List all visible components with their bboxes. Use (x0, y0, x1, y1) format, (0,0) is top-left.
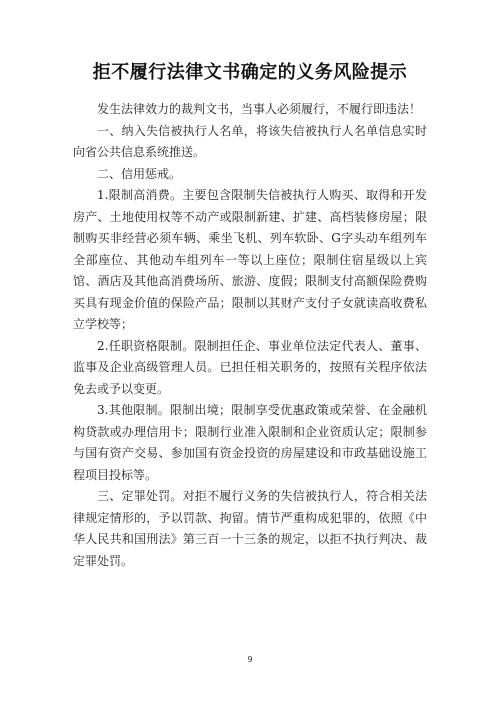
paragraph-other-restrictions: 3.其他限制。限制出境；限制享受优惠政策或荣誉、在金融机构贷款或办理信用卡；限制行业准入限制和企业资质认定；限制参与国有资产交易、参加国有资金投资的房屋建设和市政基础设施工程项目投标等。 (73, 403, 427, 482)
paragraph-position-restriction: 2.任职资格限制。限制担任企、事业单位法定代表人、董事、监事及企业高级管理人员。已担任相关职务的，按照有关程序依法免去或予以变更。 (73, 338, 427, 396)
document-body (73, 99, 427, 572)
document-title: 拒不履行法律文书确定的义务风险提示 (92, 62, 408, 83)
paragraph-consumption-restriction: 1.限制高消费。主要包含限制失信被执行人购买、取得和开发房产、土地使用权等不动产或限制新建、扩建、高档装修房屋；限制购买非经营必须车辆、乘坐飞机、列车软卧、G字头动车组列车全部座位、其他动车组列车一等以上座位；限制住宿星级以上宾馆、酒店及其他高消费场所、旅游、度假；限制支付高额保险费购买具有现金价值的保险产品；限制以其财产支付子女就读高收费私立学校等； (73, 188, 427, 331)
paragraph-criminal-penalty: 三、定罪处罚。对拒不履行义务的失信被执行人，符合相关法律规定情形的，予以罚款、拘留。情节严重构成犯罪的，依照《中华人民共和国刑法》第三百一十三条的规定，以拒不执行判决、裁定罪处罚。 (73, 489, 427, 568)
paragraph-blacklist: 一、纳入失信被执行人名单，将该失信被执行人名单信息实时向省公共信息系统推送。 (73, 123, 427, 159)
paragraph-credit-punishment-heading: 二、信用惩戒。 (97, 166, 182, 181)
paragraph-intro: 发生法律效力的裁判文书，当事人必须履行，不履行即违法！ (97, 102, 422, 116)
page-number: 9 (247, 655, 253, 664)
